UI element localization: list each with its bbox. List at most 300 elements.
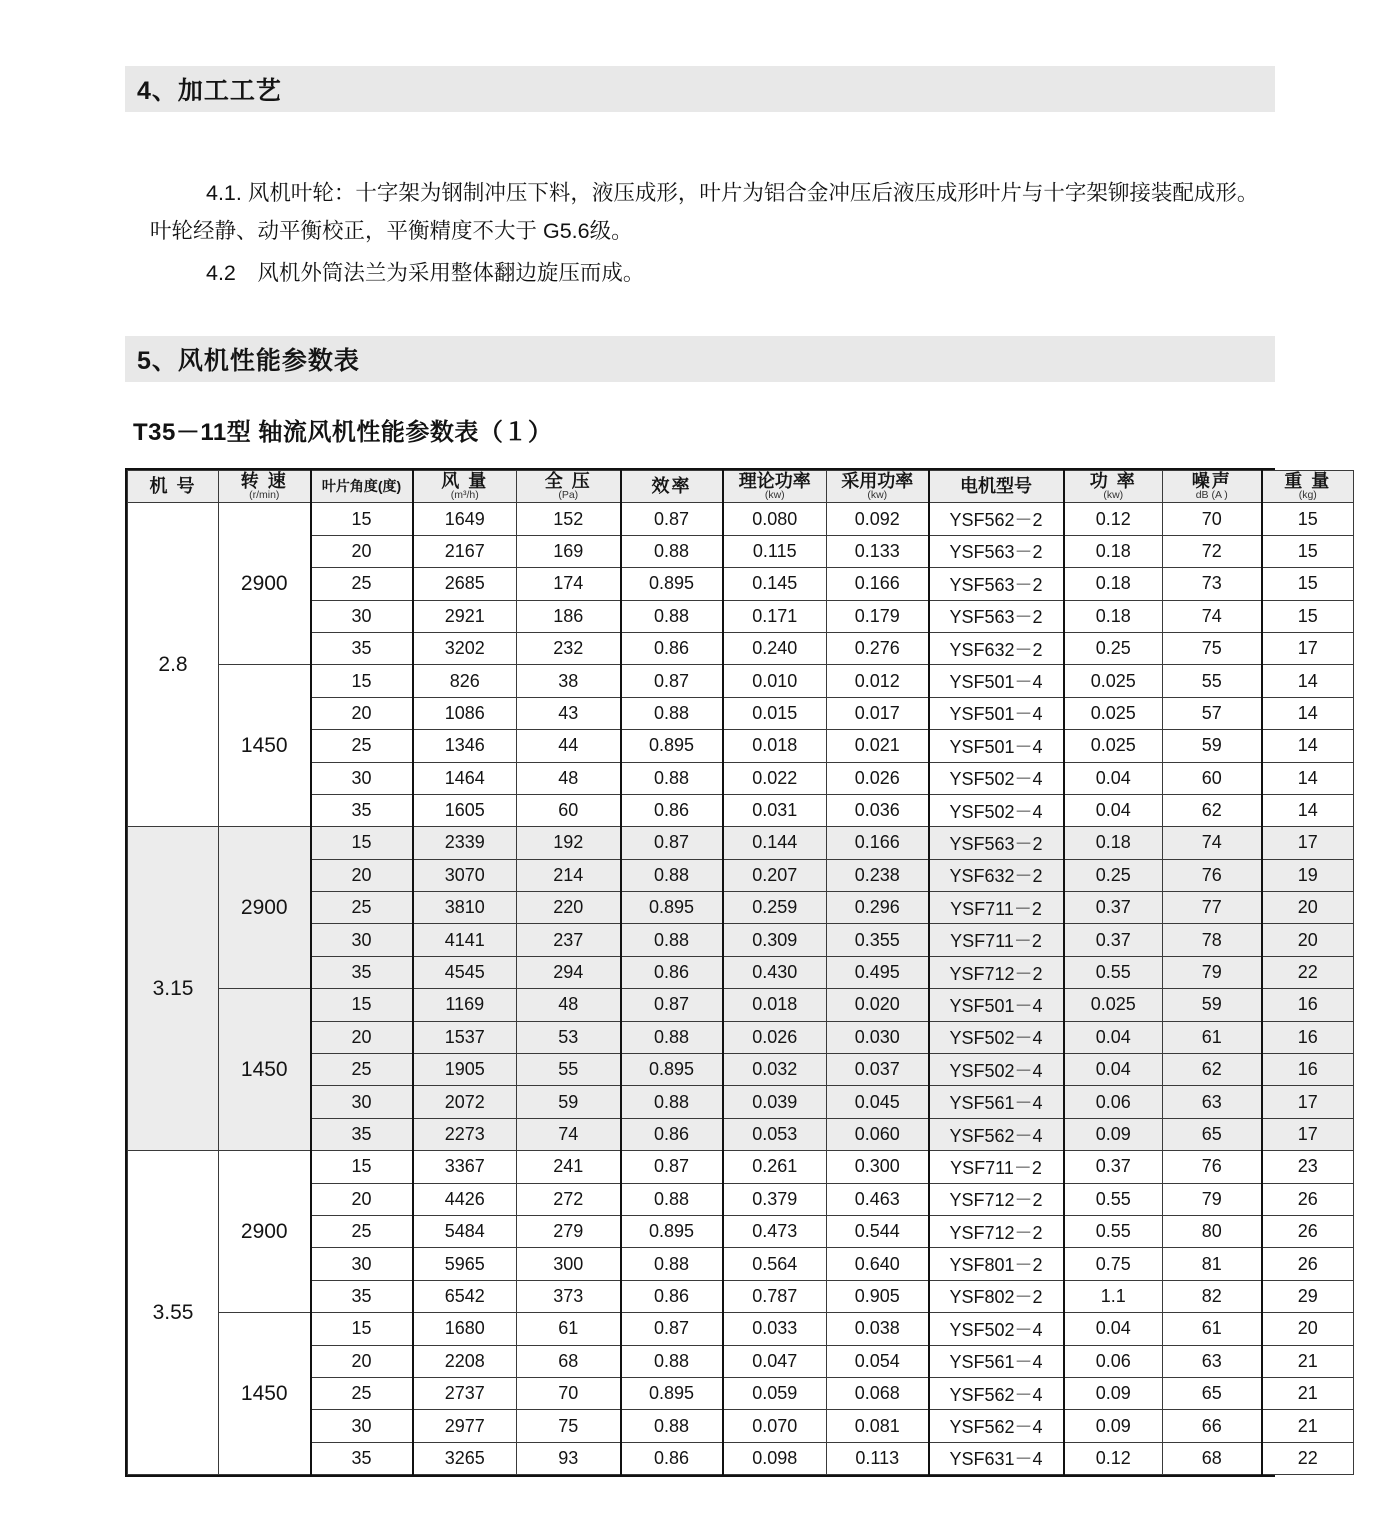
cell-angle: 25 [311,1377,413,1409]
cell-noise: 76 [1163,1151,1262,1183]
cell-power: 0.37 [1064,1151,1163,1183]
cell-weight: 16 [1262,989,1354,1021]
cell-flow: 3202 [413,632,517,664]
cell-used-power: 0.238 [827,859,929,891]
cell-angle: 35 [311,632,413,664]
cell-noise: 73 [1163,568,1262,600]
cell-theoretical-power: 0.379 [723,1183,827,1215]
cell-flow: 2208 [413,1345,517,1377]
cell-power: 0.12 [1064,1442,1163,1474]
cell-weight: 23 [1262,1151,1354,1183]
cell-weight: 17 [1262,632,1354,664]
cell-flow: 1680 [413,1313,517,1345]
table-col-header-unit: dB (A ) [1195,489,1228,502]
cell-flow: 2977 [413,1410,517,1442]
cell-power: 0.55 [1064,1215,1163,1247]
cell-theoretical-power: 0.240 [723,632,827,664]
cell-noise: 59 [1163,989,1262,1021]
cell-motor: YSF802－2 [929,1280,1064,1312]
cell-theoretical-power: 0.033 [723,1313,827,1345]
cell-pressure: 186 [517,600,621,632]
cell-power: 0.06 [1064,1086,1163,1118]
table-row [128,1410,1354,1442]
cell-flow: 2072 [413,1086,517,1118]
cell-noise: 74 [1163,600,1262,632]
cell-pressure: 294 [517,956,621,988]
cell-flow: 2737 [413,1377,517,1409]
cell-weight: 19 [1262,859,1354,891]
cell-flow: 1086 [413,697,517,729]
cell-theoretical-power: 0.787 [723,1280,827,1312]
cell-power: 0.18 [1064,827,1163,859]
table-row [128,1021,1354,1053]
cell-flow: 1605 [413,794,517,826]
cell-pressure: 70 [517,1377,621,1409]
cell-angle: 30 [311,1086,413,1118]
table-col-header-label: 全 压 [544,471,592,492]
cell-weight: 15 [1262,503,1354,535]
cell-efficiency: 0.88 [621,1021,723,1053]
cell-efficiency: 0.88 [621,1183,723,1215]
table-col-header-label: 转 速 [240,471,288,492]
cell-efficiency: 0.86 [621,1442,723,1474]
cell-weight: 17 [1262,1118,1354,1150]
cell-theoretical-power: 0.053 [723,1118,827,1150]
cell-angle: 25 [311,1054,413,1086]
cell-pressure: 38 [517,665,621,697]
cell-theoretical-power: 0.473 [723,1215,827,1247]
cell-angle: 15 [311,1151,413,1183]
cell-power: 0.18 [1064,535,1163,567]
cell-noise: 79 [1163,1183,1262,1215]
cell-flow: 5965 [413,1248,517,1280]
cell-noise: 79 [1163,956,1262,988]
cell-flow: 1169 [413,989,517,1021]
cell-efficiency: 0.88 [621,1086,723,1118]
table-row [128,1118,1354,1150]
table-row [128,1313,1354,1345]
table-col-header-label: 机 号 [149,476,197,497]
cell-weight: 14 [1262,665,1354,697]
cell-efficiency: 0.895 [621,730,723,762]
table-header-row [128,471,1354,503]
cell-power: 0.37 [1064,924,1163,956]
cell-weight: 17 [1262,1086,1354,1118]
cell-angle: 35 [311,1280,413,1312]
table-col-header [723,471,827,503]
cell-angle: 20 [311,1183,413,1215]
cell-weight: 20 [1262,924,1354,956]
cell-motor: YSF711－2 [929,1151,1064,1183]
cell-efficiency: 0.895 [621,1377,723,1409]
cell-weight: 26 [1262,1215,1354,1247]
cell-weight: 15 [1262,535,1354,567]
cell-pressure: 220 [517,892,621,924]
cell-used-power: 0.179 [827,600,929,632]
paragraph-4-1: 4.1. 风机叶轮：十字架为钢制冲压下料，液压成形，叶片为铝合金冲压后液压成形叶片与十字架铆接装配成形。叶轮经静、动平衡校正，平衡精度不大于 G5.6级。 [150,180,1259,243]
cell-motor: YSF501－4 [929,697,1064,729]
table-col-header-label: 电机型号 [960,476,1032,497]
table-row [128,892,1354,924]
cell-used-power: 0.166 [827,827,929,859]
cell-angle: 15 [311,665,413,697]
table-col-header-label: 风 量 [441,471,489,492]
cell-angle: 15 [311,989,413,1021]
cell-angle: 30 [311,600,413,632]
cell-efficiency: 0.88 [621,859,723,891]
cell-rotation-speed: 2900 [219,1151,311,1313]
cell-noise: 82 [1163,1280,1262,1312]
cell-weight: 16 [1262,1054,1354,1086]
cell-motor: YSF563－2 [929,827,1064,859]
cell-theoretical-power: 0.032 [723,1054,827,1086]
cell-pressure: 300 [517,1248,621,1280]
cell-weight: 26 [1262,1248,1354,1280]
table-row [128,1248,1354,1280]
cell-pressure: 53 [517,1021,621,1053]
cell-angle: 30 [311,762,413,794]
cell-noise: 61 [1163,1021,1262,1053]
table-col-header [1262,471,1354,503]
cell-noise: 65 [1163,1118,1262,1150]
cell-motor: YSF501－4 [929,730,1064,762]
cell-pressure: 373 [517,1280,621,1312]
cell-motor: YSF501－4 [929,989,1064,1021]
cell-weight: 15 [1262,600,1354,632]
table-col-header [219,471,311,503]
table-head [128,471,1354,503]
cell-flow: 2273 [413,1118,517,1150]
cell-efficiency: 0.895 [621,892,723,924]
table-col-header-unit: (kw) [867,489,888,502]
cell-used-power: 0.054 [827,1345,929,1377]
cell-motor: YSF562－4 [929,1118,1064,1150]
cell-angle: 20 [311,697,413,729]
cell-used-power: 0.038 [827,1313,929,1345]
cell-used-power: 0.060 [827,1118,929,1150]
table-col-header-label: 效率 [651,476,692,497]
table-row [128,1054,1354,1086]
cell-flow: 6542 [413,1280,517,1312]
cell-angle: 30 [311,1410,413,1442]
cell-flow: 4141 [413,924,517,956]
cell-motor: YSF502－4 [929,1313,1064,1345]
cell-power: 0.09 [1064,1118,1163,1150]
cell-efficiency: 0.86 [621,794,723,826]
cell-used-power: 0.037 [827,1054,929,1086]
cell-weight: 26 [1262,1183,1354,1215]
table-col-header [517,471,621,503]
cell-efficiency: 0.895 [621,568,723,600]
paragraph-4-2: 4.2 风机外筒法兰为采用整体翻边旋压而成。 [206,260,645,285]
cell-weight: 15 [1262,568,1354,600]
cell-used-power: 0.026 [827,762,929,794]
cell-weight: 16 [1262,1021,1354,1053]
cell-angle: 25 [311,892,413,924]
table-row [128,762,1354,794]
cell-motor: YSF562－4 [929,1410,1064,1442]
cell-motor: YSF502－4 [929,1021,1064,1053]
cell-angle: 20 [311,1021,413,1053]
table-col-header-label: 功 率 [1089,471,1137,492]
cell-motor: YSF632－2 [929,859,1064,891]
cell-power: 0.06 [1064,1345,1163,1377]
table-col-header-label: 理论功率 [738,471,811,492]
table-row [128,1280,1354,1312]
cell-pressure: 169 [517,535,621,567]
cell-motor: YSF561－4 [929,1345,1064,1377]
cell-theoretical-power: 0.031 [723,794,827,826]
cell-flow: 3070 [413,859,517,891]
cell-motor: YSF711－2 [929,892,1064,924]
cell-efficiency: 0.87 [621,665,723,697]
cell-efficiency: 0.88 [621,1345,723,1377]
table-col-header [621,471,723,503]
cell-power: 0.025 [1064,989,1163,1021]
cell-used-power: 0.133 [827,535,929,567]
cell-angle: 15 [311,827,413,859]
table-row [128,1377,1354,1409]
cell-used-power: 0.113 [827,1442,929,1474]
table-row [128,568,1354,600]
cell-used-power: 0.036 [827,794,929,826]
cell-flow: 1905 [413,1054,517,1086]
cell-efficiency: 0.88 [621,1410,723,1442]
table-row [128,859,1354,891]
table-col-header [128,471,219,503]
cell-pressure: 75 [517,1410,621,1442]
cell-noise: 75 [1163,632,1262,664]
cell-motor: YSF712－2 [929,956,1064,988]
cell-theoretical-power: 0.098 [723,1442,827,1474]
table-col-header [1163,471,1262,503]
cell-pressure: 93 [517,1442,621,1474]
cell-noise: 62 [1163,1054,1262,1086]
table-row [128,600,1354,632]
cell-efficiency: 0.88 [621,762,723,794]
cell-flow: 1537 [413,1021,517,1053]
cell-flow: 2167 [413,535,517,567]
cell-noise: 63 [1163,1086,1262,1118]
cell-efficiency: 0.88 [621,535,723,567]
table-row [128,1151,1354,1183]
cell-pressure: 55 [517,1054,621,1086]
cell-used-power: 0.276 [827,632,929,664]
cell-efficiency: 0.86 [621,1280,723,1312]
cell-efficiency: 0.87 [621,827,723,859]
cell-flow: 4545 [413,956,517,988]
cell-used-power: 0.021 [827,730,929,762]
cell-used-power: 0.495 [827,956,929,988]
cell-noise: 59 [1163,730,1262,762]
cell-motor: YSF502－4 [929,762,1064,794]
cell-noise: 61 [1163,1313,1262,1345]
cell-pressure: 272 [517,1183,621,1215]
cell-pressure: 232 [517,632,621,664]
cell-used-power: 0.020 [827,989,929,1021]
cell-noise: 65 [1163,1377,1262,1409]
cell-used-power: 0.640 [827,1248,929,1280]
cell-power: 0.55 [1064,956,1163,988]
cell-rotation-speed: 1450 [219,989,311,1151]
cell-rotation-speed: 1450 [219,1313,311,1475]
cell-pressure: 279 [517,1215,621,1247]
cell-pressure: 152 [517,503,621,535]
table-col-header [827,471,929,503]
table-row [128,632,1354,664]
cell-noise: 57 [1163,697,1262,729]
cell-power: 0.09 [1064,1410,1163,1442]
cell-angle: 20 [311,859,413,891]
table-row [128,697,1354,729]
table-row [128,503,1354,535]
cell-theoretical-power: 0.010 [723,665,827,697]
cell-theoretical-power: 0.564 [723,1248,827,1280]
cell-pressure: 61 [517,1313,621,1345]
cell-theoretical-power: 0.018 [723,730,827,762]
table-col-header-label: 噪声 [1191,471,1232,492]
cell-flow: 3367 [413,1151,517,1183]
table-row [128,535,1354,567]
cell-theoretical-power: 0.144 [723,827,827,859]
table-col-header-unit: (kw) [764,489,785,502]
cell-motor: YSF563－2 [929,600,1064,632]
cell-efficiency: 0.86 [621,1118,723,1150]
cell-used-power: 0.012 [827,665,929,697]
table-row [128,989,1354,1021]
table-col-header [413,471,517,503]
cell-used-power: 0.905 [827,1280,929,1312]
cell-power: 0.12 [1064,503,1163,535]
cell-model-number: 3.55 [128,1151,219,1475]
cell-noise: 76 [1163,859,1262,891]
section-heading-5-title: 5、风机性能参数表 [137,347,360,375]
cell-weight: 20 [1262,892,1354,924]
cell-motor: YSF563－2 [929,535,1064,567]
cell-motor: YSF561－4 [929,1086,1064,1118]
section-heading-bar-4 [125,66,1275,112]
cell-theoretical-power: 0.309 [723,924,827,956]
cell-power: 1.1 [1064,1280,1163,1312]
cell-pressure: 43 [517,697,621,729]
cell-power: 0.025 [1064,697,1163,729]
table-row [128,730,1354,762]
cell-angle: 25 [311,1215,413,1247]
cell-power: 0.25 [1064,632,1163,664]
cell-weight: 22 [1262,956,1354,988]
cell-weight: 20 [1262,1313,1354,1345]
cell-used-power: 0.166 [827,568,929,600]
cell-pressure: 48 [517,762,621,794]
cell-motor: YSF562－4 [929,1377,1064,1409]
cell-motor: YSF501－4 [929,665,1064,697]
table-col-header-unit: (r/min) [249,489,280,502]
cell-used-power: 0.296 [827,892,929,924]
cell-theoretical-power: 0.207 [723,859,827,891]
cell-used-power: 0.300 [827,1151,929,1183]
cell-pressure: 174 [517,568,621,600]
cell-theoretical-power: 0.047 [723,1345,827,1377]
cell-theoretical-power: 0.080 [723,503,827,535]
cell-efficiency: 0.86 [621,956,723,988]
table-row [128,1215,1354,1247]
table-row [128,1183,1354,1215]
cell-angle: 30 [311,1248,413,1280]
cell-efficiency: 0.87 [621,1313,723,1345]
cell-theoretical-power: 0.026 [723,1021,827,1053]
table-row [128,1442,1354,1474]
cell-flow: 2685 [413,568,517,600]
cell-motor: YSF502－4 [929,1054,1064,1086]
cell-rotation-speed: 1450 [219,665,311,827]
cell-model-number: 3.15 [128,827,219,1151]
cell-theoretical-power: 0.059 [723,1377,827,1409]
table-col-header-unit: (m³/h) [450,489,479,502]
table-row [128,827,1354,859]
cell-motor: YSF563－2 [929,568,1064,600]
table-row [128,924,1354,956]
cell-angle: 25 [311,730,413,762]
cell-noise: 68 [1163,1442,1262,1474]
cell-used-power: 0.068 [827,1377,929,1409]
cell-weight: 21 [1262,1345,1354,1377]
table-col-header-label: 采用功率 [841,471,914,492]
cell-motor: YSF712－2 [929,1215,1064,1247]
cell-efficiency: 0.895 [621,1054,723,1086]
cell-used-power: 0.355 [827,924,929,956]
table-col-header [929,471,1064,503]
fan-performance-table [127,470,1354,1475]
cell-theoretical-power: 0.115 [723,535,827,567]
table-col-header-unit: (kw) [1103,489,1124,502]
cell-weight: 22 [1262,1442,1354,1474]
cell-theoretical-power: 0.261 [723,1151,827,1183]
cell-efficiency: 0.88 [621,1248,723,1280]
cell-model-number: 2.8 [128,503,219,827]
cell-noise: 81 [1163,1248,1262,1280]
cell-flow: 2339 [413,827,517,859]
cell-noise: 78 [1163,924,1262,956]
cell-pressure: 59 [517,1086,621,1118]
cell-flow: 1346 [413,730,517,762]
cell-noise: 74 [1163,827,1262,859]
cell-weight: 21 [1262,1410,1354,1442]
cell-power: 0.37 [1064,892,1163,924]
table-row [128,956,1354,988]
cell-rotation-speed: 2900 [219,503,311,665]
table-col-header-label: 重 量 [1284,471,1332,492]
cell-efficiency: 0.87 [621,503,723,535]
cell-flow: 4426 [413,1183,517,1215]
cell-efficiency: 0.87 [621,989,723,1021]
cell-rotation-speed: 2900 [219,827,311,989]
cell-efficiency: 0.88 [621,600,723,632]
cell-pressure: 237 [517,924,621,956]
cell-theoretical-power: 0.015 [723,697,827,729]
cell-noise: 72 [1163,535,1262,567]
cell-motor: YSF632－2 [929,632,1064,664]
table-caption: T35－11型 轴流风机性能参数表（１） [133,419,553,446]
cell-efficiency: 0.895 [621,1215,723,1247]
table-col-header [1064,471,1163,503]
cell-pressure: 44 [517,730,621,762]
cell-used-power: 0.544 [827,1215,929,1247]
cell-flow: 3265 [413,1442,517,1474]
section-heading-4-title: 4、加工工艺 [137,77,282,105]
cell-pressure: 192 [517,827,621,859]
cell-weight: 14 [1262,697,1354,729]
cell-noise: 63 [1163,1345,1262,1377]
